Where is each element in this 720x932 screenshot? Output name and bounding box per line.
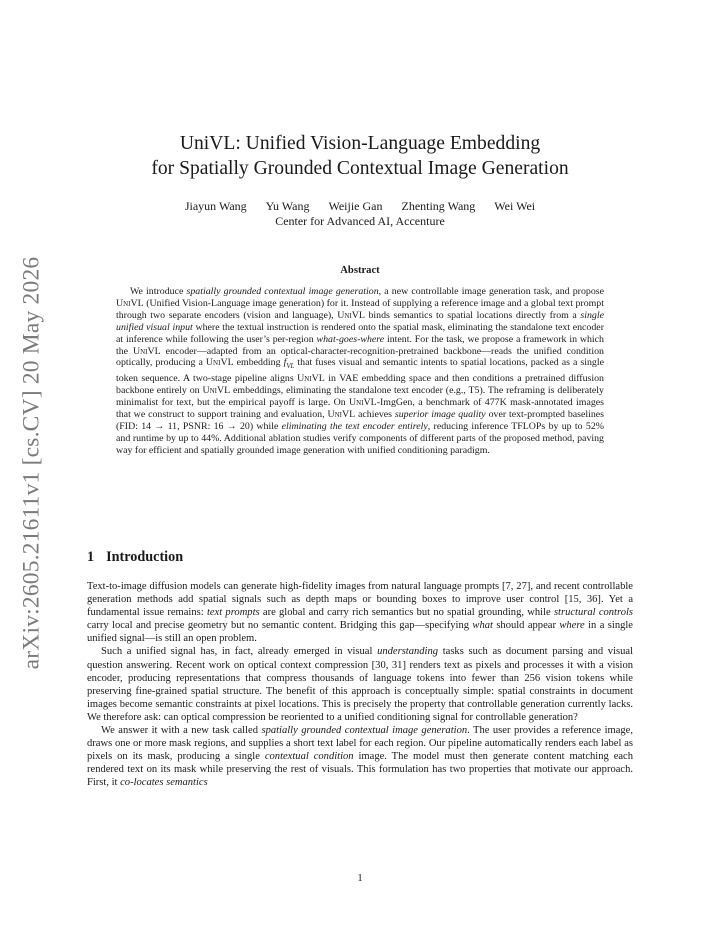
page-number: 1 bbox=[357, 873, 363, 884]
paper-title bbox=[110, 131, 610, 181]
author-name: Weijie Gan bbox=[328, 199, 383, 213]
arxiv-identifier: arXiv:2605.21611v1 [cs.CV] 20 May 2026 bbox=[18, 256, 45, 670]
abstract-heading: Abstract bbox=[340, 265, 380, 276]
embedding-symbol: $f_{VL}$ bbox=[283, 357, 295, 371]
abstract-text: We introduce spatially grounded contextual image generation, a new controllable image generation task, and propose UniVL (Unified Vision-Language image generation) for it. Instead of supplying a reference image and a global text prompt through two separate encoders (vision and language), UniVL binds semantics to spatial locations directly from a single unified visual input where the textual instruction is rendered onto the spatial mask, eliminating the standalone text encoder at inference while following the user’s per-region what-goes-where intent. For the task, we propose a framework in which the UniVL encoder—adapted from an optical-character-recognition-pretrained backbone—reads the unified condition optically, producing a UniVL embedding $f_{VL}$ that fuses visual and semantic intents to spatial locations, packed as a single token sequence. A two-stage pipeline aligns UniVL in VAE embedding space and then conditions a pretrained diffusion backbone entirely on UniVL embeddings, eliminating the standalone text encoder (e.g., T5). The reframing is deliberately minimalist for text, but the empirical payoff is large. On UniVL-ImgGen, a benchmark of 477K mask-annotated images that we construct to support training and evaluation, UniVL achieves superior image quality over text-prompted baselines (FID: 14 → 11, PSNR: 16 → 20) while eliminating the text encoder entirely, reducing inference TFLOPs by up to 52% and runtime by up to 44%. Additional ablation studies verify components of different parts of the proposed method, paving way for efficient and spatially grounded image generation with unified conditioning paradigm. bbox=[116, 286, 605, 456]
author-name: Yu Wang bbox=[265, 199, 310, 213]
title-line-1: UniVL: Unified Vision-Language Embedding bbox=[179, 133, 541, 154]
title-line-2: for Spatially Grounded Contextual Image Generation bbox=[151, 158, 569, 179]
author-list bbox=[110, 199, 610, 214]
arxiv-sidebar-stamp bbox=[10, 0, 54, 932]
affiliation: Center for Advanced AI, Accenture bbox=[275, 214, 445, 228]
paragraph: Such a unified signal has, in fact, already emerged in visual understanding tasks such as document parsing and visual question answering. Recent work on optical context compression [30, 31] renders text as pixels and processes it with a vision encoder, producing representations that compress thousands of language tokens into fewer than 256 vision tokens while preserving fine-grained spatial structure. The benefit of this approach is conceptually simple: spatial constraints in document images become semantic constraints at pixel locations. This is precisely the property that controllable generation currently lacks. We therefore ask: can optical compression be reoriented to a unified conditioning signal for controllable generation? bbox=[87, 646, 634, 723]
introduction-body bbox=[87, 580, 633, 790]
author-name: Zhenting Wang bbox=[401, 199, 476, 213]
section-number: 1 bbox=[87, 549, 95, 565]
author-name: Jiayun Wang bbox=[184, 199, 247, 213]
paragraph: We answer it with a new task called spatially grounded contextual image generation. The user provides a reference image, draws one or more mask regions, and supplies a short text label for each region. Our pipeline automatically renders each label as pixels on its mask, producing a single contextual condition image. The model must then generate content matching each rendered text on its mask while preserving the rest of visuals. This formulation has two properties that motivate our approach. First, it co-locates semantics bbox=[87, 725, 634, 789]
section-title: Introduction bbox=[106, 549, 184, 565]
section-heading-introduction bbox=[87, 548, 183, 566]
paragraph: Text-to-image diffusion models can generate high-fidelity images from natural language prompts [7, 27], and recent controllable generation methods add spatial signals such as depth maps or bounding boxes to improve user control [15, 36]. Yet a fundamental issue remains: text prompts are global and carry rich semantics but no spatial grounding, while structural controls carry local and precise geometry but no semantic content. Bridging this gap—specifying what should appear where in a single unified signal—is still an open problem. bbox=[87, 581, 634, 645]
author-name: Wei Wei bbox=[494, 199, 536, 213]
